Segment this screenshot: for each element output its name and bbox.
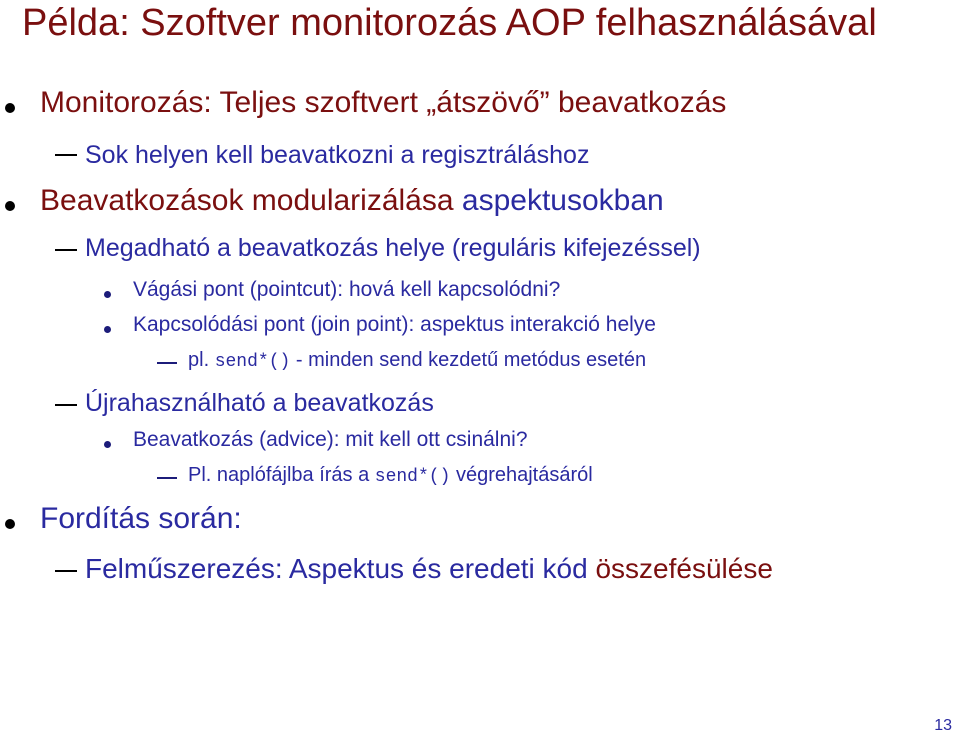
example-prefix: Pl. naplófájlba írás a: [188, 464, 375, 486]
code-send: send*(): [214, 352, 291, 372]
page-number: 13: [934, 717, 952, 734]
example-prefix: pl.: [188, 349, 215, 371]
sub-sub-bullet-pointcut: Vágási pont (pointcut): hová kell kapcsolódni?: [133, 278, 561, 301]
bullet-dot: [5, 519, 15, 529]
bullet-modularization: [40, 184, 664, 218]
weaving-text: Felműszerezés: Aspektus és eredeti kód: [85, 553, 596, 584]
sub-sub-bullet-advice: Beavatkozás (advice): mit kell ott csinálni?: [133, 428, 528, 451]
bullet-dot-small: [104, 326, 111, 333]
bullet-modularization-text: Beavatkozások modularizálása: [40, 184, 462, 217]
level4-example-joinpoint: [188, 349, 646, 372]
bullet-dot: [5, 201, 15, 211]
sub-bullet-reusable: Újrahasználható a beavatkozás: [85, 389, 434, 417]
sub-bullet-location: Megadható a beavatkozás helye (reguláris kifejezéssel): [85, 234, 701, 262]
bullet-dot-small: [104, 291, 111, 298]
sub-sub-bullet-joinpoint: Kapcsolódási pont (join point): aspektus interakció helye: [133, 313, 656, 336]
slide-title: Példa: Szoftver monitorozás AOP felhasználásával: [22, 2, 877, 44]
dash-marker-small: [157, 477, 177, 479]
dash-marker: [55, 570, 77, 572]
level4-example-advice: [188, 464, 593, 487]
bullet-modularization-highlight: aspektusokban: [461, 184, 664, 217]
bullet-compile: Fordítás során:: [40, 502, 242, 535]
bullet-dot: [5, 103, 15, 113]
dash-marker: [55, 404, 77, 406]
sub-bullet-intervene: Sok helyen kell beavatkozni a regisztráláshoz: [85, 141, 590, 169]
dash-marker: [55, 249, 77, 251]
bullet-monitoring: Monitorozás: Teljes szoftvert „átszövő” beavatkozás: [40, 86, 727, 119]
sub-bullet-weaving: [85, 553, 773, 585]
code-send: send*(): [374, 467, 451, 487]
dash-marker-small: [157, 362, 177, 364]
bullet-dot-small: [104, 441, 111, 448]
dash-marker: [55, 154, 77, 156]
weaving-highlight: összefésülése: [595, 553, 773, 584]
example-suffix: - minden send kezdetű metódus esetén: [290, 349, 647, 371]
example-suffix: végrehajtásáról: [450, 464, 593, 486]
